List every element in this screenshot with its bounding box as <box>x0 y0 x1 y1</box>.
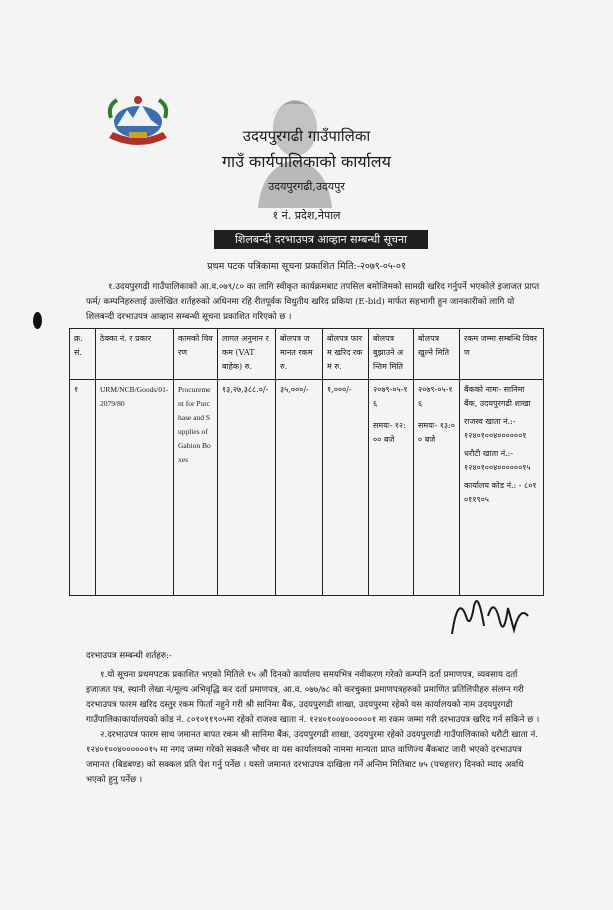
revenue-account-number: १२४०१००४००००००१ <box>464 431 527 440</box>
header-description: कामको विवरण <box>174 329 218 380</box>
deposit-account-number: १२४०१००४००००००१५ <box>464 463 531 472</box>
terms-section <box>86 649 540 788</box>
header-contract: ठेक्का नं. र प्रकार <box>96 329 174 380</box>
header-deposit-details: रकम जम्मा सम्बन्धि विवरण <box>460 329 544 380</box>
open-time: समयः- १३:०० बजे <box>418 421 455 444</box>
header-bid-security: बोलपत्र जमानत रकम रु. <box>276 329 323 380</box>
header-submit-date: बोलपत्र बुझाउने अन्तिम मिति <box>369 329 414 380</box>
cell-contract: URM/NCB/Goods/01-2079/80 <box>96 380 174 596</box>
cell-open-date <box>414 380 460 596</box>
intro-paragraph: १.उदयपुरगढी गाउँपालिकाको आ.व.०७९/८० का लागि स्वीकृत कार्यक्रमबाट तपसिल बमोजिमको सामग्री खरिद गर्नुपर्ने भएकोले इजाजत प्राप्त फर्म/ कम्पनिहरुलाई उल्लेखित शर्तहरुको अधिनमा रहि रीतपूर्वक विधुतीय खरिद प्रकिया (E-bid) मार्फत सहभागी हुन जानकारीको लागि यो शिलबन्दी दरभाउपत्र आव्हान सम्बन्धी सूचना प्रकाशित गरिएको छ । <box>86 282 540 322</box>
open-date: २०७९-०५-१६ <box>418 385 453 408</box>
header-open-date: बोलपत्र खुल्ने मिति <box>414 329 460 380</box>
submit-time: समयः- १२:०० बजे <box>373 421 406 444</box>
deposit-account-label: धरौटी खाता नं.:- <box>464 449 514 458</box>
office-code: कार्यालय कोड नं.: - ८०१०११९०५ <box>464 481 537 504</box>
cell-bid-security: ३५,०००/- <box>276 380 323 596</box>
cell-form-fee: १,०००/- <box>323 380 369 596</box>
notice-title: शिलबन्दी दरभाउपत्र आव्हान सम्बन्धी सूचना <box>214 230 428 249</box>
revenue-account-label: राजस्व खाता नं.:- <box>464 417 516 426</box>
header-sn: क्र. सं. <box>70 329 96 380</box>
cell-submit-date <box>369 380 414 596</box>
publication-date-line: प्रथम पटक पत्रिकामा सूचना प्रकाशित मिति:-२०७९-०५-०१ <box>207 261 406 272</box>
terms-paragraph-1: १.यो सूचना प्रथमपटक प्रकाशित भएको मितिले १५ औं दिनको कार्यालय समयभित्र नवीकरण गरेको कम्पनि दर्ता प्रमाणपत्र, व्यवसाय दर्ता इजाजत पत्र, स्थानी लेखा नं/मूल्य अभिवृद्धि कर दर्ता प्रमाणपत्र, आ.व. ०७७/७८ को करचुक्ता प्रमाणपत्रहरुको प्रमाणित प्रतिलिपीहरु संलग्न गरी दरभाउपत्र फारम खरिद दस्तुर रकम फिर्ता नहुने गरी श्री सानिमा बैंक, उदयपुरगढी शाखा, उदयपुरमा रहेको यस कार्यालयको नाम उदयपुरगढी गाउँपालिकाकार्यालयको कोड नं. ८०१०११९०५मा रहेको राजश्व खाता नं. १२४०१००४००००००१ मा रकम जम्मा गरी दरभाउपत्र खरिद गर्न सकिने छ । <box>86 670 540 725</box>
office-address: उदयपुरगढी,उदयपुर <box>268 180 345 193</box>
submit-date: २०७९-०५-१६ <box>373 385 408 408</box>
terms-paragraph-2: २.दरभाउपत्र फारम साथ जमानत बापत रकम श्री सानिमा बैंक, उदयपुरगढी शाखा, उदयपुरमा रहेको उदयपुरगढी गाउँपालिकाको धरौटी खाता नं. १२४०१००४००००००१५ मा नगद जम्मा गरेको सक्कलै भौचर वा यस कार्यालयको नाममा मान्यता प्राप्त वाणिज्य बैंकबाट जारी भएको दरभाउपत्र जमानत (बिडबण्ड) को सक्कल प्रति पेश गर्नु पर्नेछ । यस्तो जमानत दरभाउपत्र दाखिला गर्ने अन्तिम मितिबाट ७५ (पचहत्तर) दिनको म्याद अवधि भएको हुनु पर्नेछ । <box>86 730 539 785</box>
header-form-fee: बोलपत्र फारम खरिद रकम रु. <box>323 329 369 380</box>
province-name: १ नं. प्रदेश,नेपाल <box>272 209 341 222</box>
municipality-name: उदयपुरगढी गाउँपालिका <box>242 127 371 145</box>
bid-table <box>69 328 544 596</box>
cell-deposit-details <box>460 380 544 596</box>
table-row <box>70 380 544 596</box>
ink-mark <box>33 312 42 329</box>
bank-name: बैंकको नामः- सानिमा बैंक, उदयपुरगढी शाखा <box>464 385 531 408</box>
terms-heading: दरभाउपत्र सम्बन्धी शर्तहरु:- <box>86 651 172 661</box>
header-estimate: लागत अनुमान रकम (VAT बाहेक) रु. <box>218 329 276 380</box>
cell-description: Procurement for Purchase and Supplies of Gabion Boxes <box>174 380 218 596</box>
cell-estimate: १३,२७,३८८.०/- <box>218 380 276 596</box>
cell-sn: १ <box>70 380 96 596</box>
table-header-row <box>70 329 544 380</box>
office-name: गाउँ कार्यपालिकाको कार्यालय <box>222 152 391 171</box>
signature-icon <box>444 586 534 644</box>
